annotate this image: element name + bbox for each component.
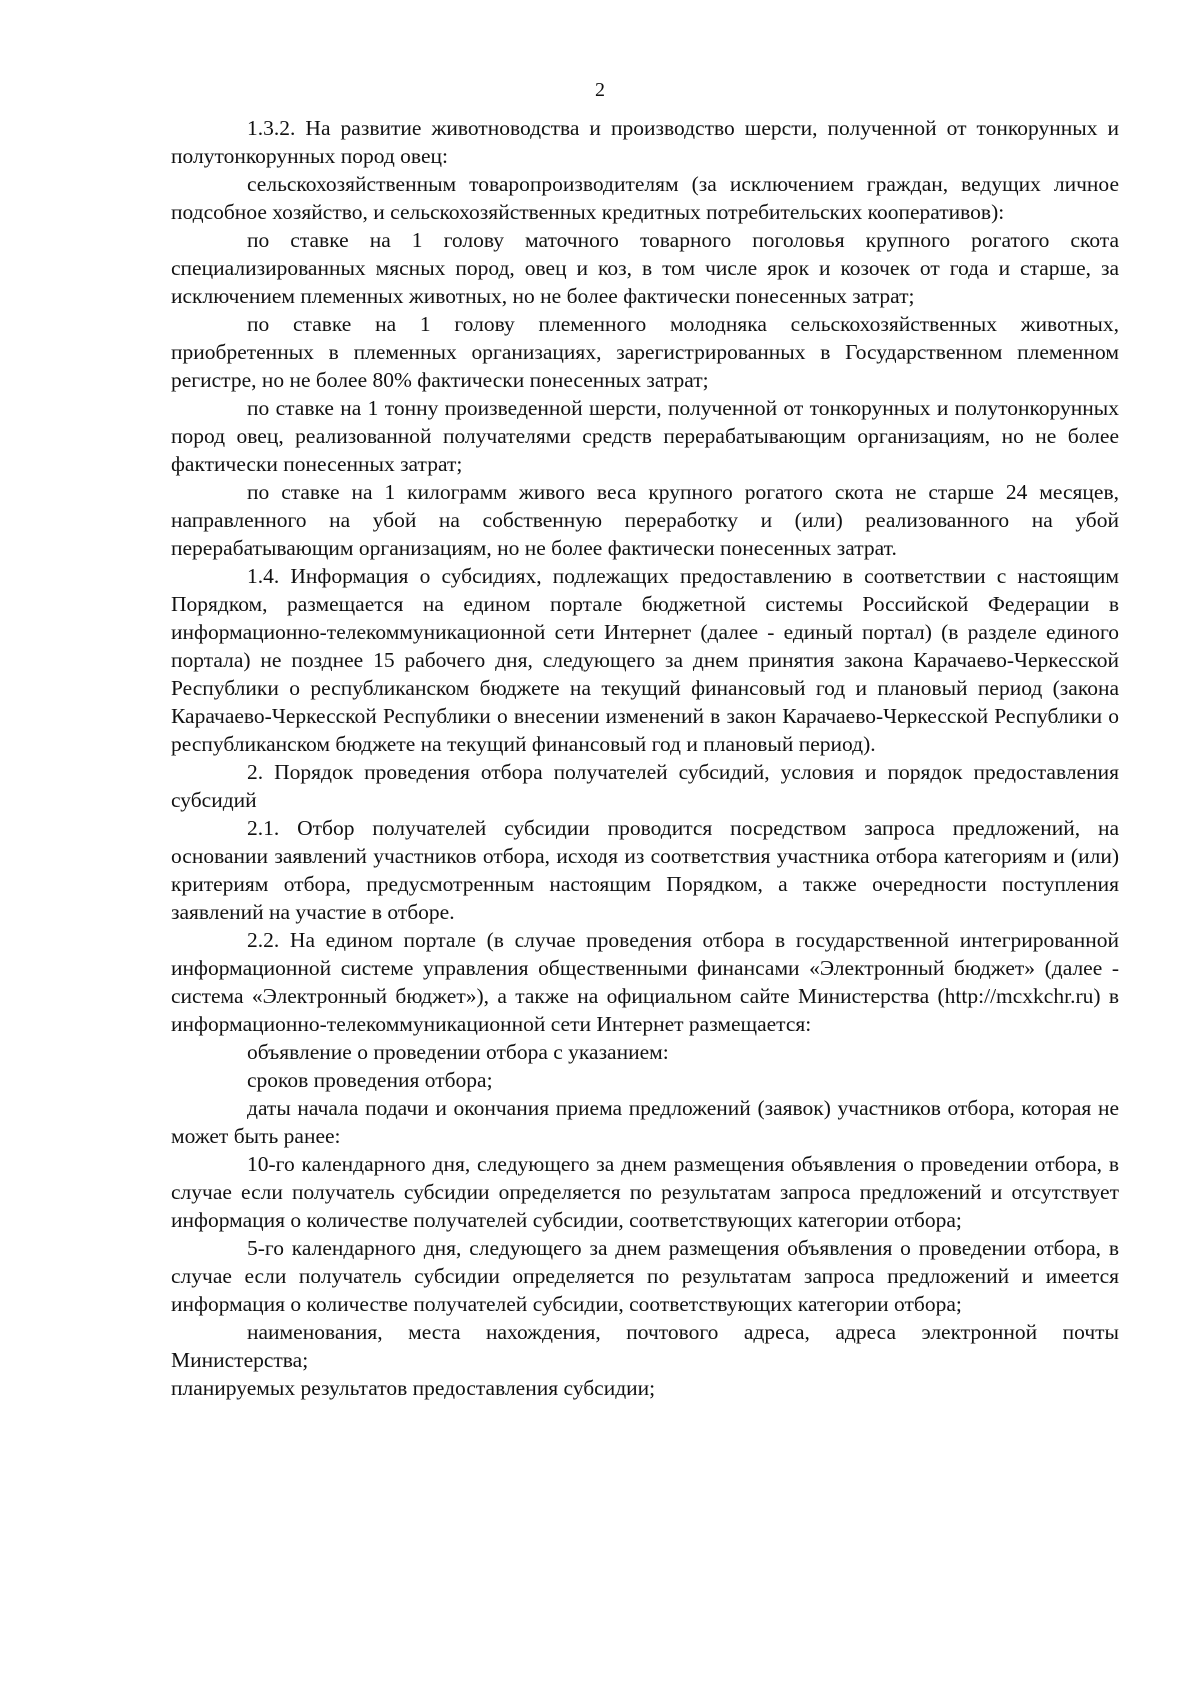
page-number: 2 [595,79,605,101]
paragraph-rate-breeding-stock: по ставке на 1 голову маточного товарного поголовья крупного рогатого скота специализированных мясных пород, овец и коз, в том числе ярок и козочек от года и старше, за исключением племенных животных, но не более фактически понесенных затрат; [171,228,1119,308]
paragraph-2-2: 2.2. На едином портале (в случае проведения отбора в государственной интегрированной информационной системе управления общественными финансами «Электронный бюджет» (далее - система «Электронный бюджет»), а также на официальном сайте Министерства (http://mcxkchr.ru) в информационно-телекоммуникационной сети Интернет размещается: [171,928,1119,1036]
paragraph-selection-period: сроков проведения отбора; [247,1068,493,1092]
paragraph-ministry-contacts: наименования, места нахождения, почтового адреса, адреса электронной почты Министерства; [171,1320,1119,1372]
paragraph-1-4: 1.4. Информация о субсидиях, подлежащих предоставлению в соответствии с настоящим Порядком, размещается на едином портале бюджетной системы Российской Федерации в информационно-телекоммуникационной сети Интернет (далее - единый портал) (в разделе единого портала) не позднее 15 рабочего дня, следующего за днем принятия закона Карачаево-Черкесской Республики о республиканском бюджете на текущий финансовый год и плановый период (закона Карачаево-Черкесской Республики о внесении изменений в закон Карачаево-Черкесской Республики о республиканском бюджете на текущий финансовый год и плановый период). [171,564,1119,756]
paragraph-rate-wool: по ставке на 1 тонну произведенной шерсти, полученной от тонкорунных и полутонкорунных пород овец, реализованной получателями средств перерабатывающим организациям, но не более фактически понесенных затрат; [171,396,1119,476]
paragraph-application-dates: даты начала подачи и окончания приема предложений (заявок) участников отбора, которая не может быть ранее: [171,1096,1119,1148]
paragraph-2-1: 2.1. Отбор получателей субсидии проводится посредством запроса предложений, на основании заявлений участников отбора, исходя из соответствия участника отбора категориям и (или) критериям отбора, предусмотренным настоящим Порядком, а также очередности поступления заявлений на участие в отборе. [171,816,1119,924]
section-heading-2: 2. Порядок проведения отбора получателей субсидий, условия и порядок предоставления субсидий [171,760,1119,812]
paragraph-5th-day: 5-го календарного дня, следующего за днем размещения объявления о проведении отбора, в случае если получатель субсидии определяется по результатам запроса предложений и имеется информация о количестве получателей субсидии, соответствующих категории отбора; [171,1236,1119,1316]
paragraph-planned-results: планируемых результатов предоставления субсидии; [171,1376,656,1400]
document-body [171,114,1119,1402]
paragraph-rate-live-weight: по ставке на 1 килограмм живого веса крупного рогатого скота не старше 24 месяцев, направленного на убой на собственную переработку и (или) реализованного на убой перерабатывающим организациям, но не более фактически понесенных затрат. [171,480,1119,560]
paragraph-announcement: объявление о проведении отбора с указанием: [247,1040,669,1064]
paragraph-recipients: сельскохозяйственным товаропроизводителям (за исключением граждан, ведущих личное подсобное хозяйство, и сельскохозяйственных кредитных потребительских кооперативов): [171,172,1119,224]
paragraph-1-3-2: 1.3.2. На развитие животноводства и производство шерсти, полученной от тонкорунных и полутонкорунных пород овец: [171,116,1119,168]
paragraph-10th-day: 10-го календарного дня, следующего за днем размещения объявления о проведении отбора, в случае если получатель субсидии определяется по результатам запроса предложений и отсутствует информация о количестве получателей субсидии, соответствующих категории отбора; [171,1152,1119,1232]
paragraph-rate-young-stock: по ставке на 1 голову племенного молодняка сельскохозяйственных животных, приобретенных в племенных организациях, зарегистрированных в Государственном племенном регистре, но не более 80% фактически понесенных затрат; [171,312,1119,392]
